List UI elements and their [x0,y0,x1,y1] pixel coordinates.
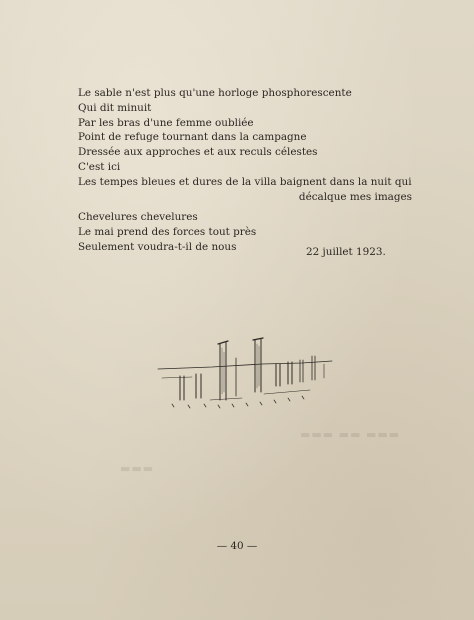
poem-line: Dressée aux approches et aux reculs célestes [78,146,318,159]
poem-line: Seulement voudra-t-il de nous [78,240,237,253]
poem-line: Qui dit minuit [78,101,152,114]
poem [78,86,418,255]
page-number: — 40 — [216,540,258,552]
poem-line: Le sable n'est plus qu'une horloge phosphorescente [78,87,352,99]
poem-line: Chevelures chevelures [78,211,198,224]
show-through-ghost-text: ▬▬▬ [120,462,155,475]
poem-stanza-1 [78,86,418,204]
poem-line-continuation: décalque mes images [298,190,412,203]
poem-line: Point de refuge tournant dans la campagne [78,131,307,144]
poem-line: Le mai prend des forces tout près [78,226,257,239]
poem-date: 22 juillet 1923. [306,246,386,258]
ruined-colonnade-sketch-icon [152,334,342,414]
poem-line: Les tempes bleues et dures de la villa baignent dans la nuit qui [78,175,412,188]
poem-line: Par les bras d'une femme oubliée [78,116,254,129]
poem-line: C'est ici [78,160,121,173]
show-through-ghost-text: ▬▬▬ ▬▬ ▬▬▬ [300,428,401,441]
